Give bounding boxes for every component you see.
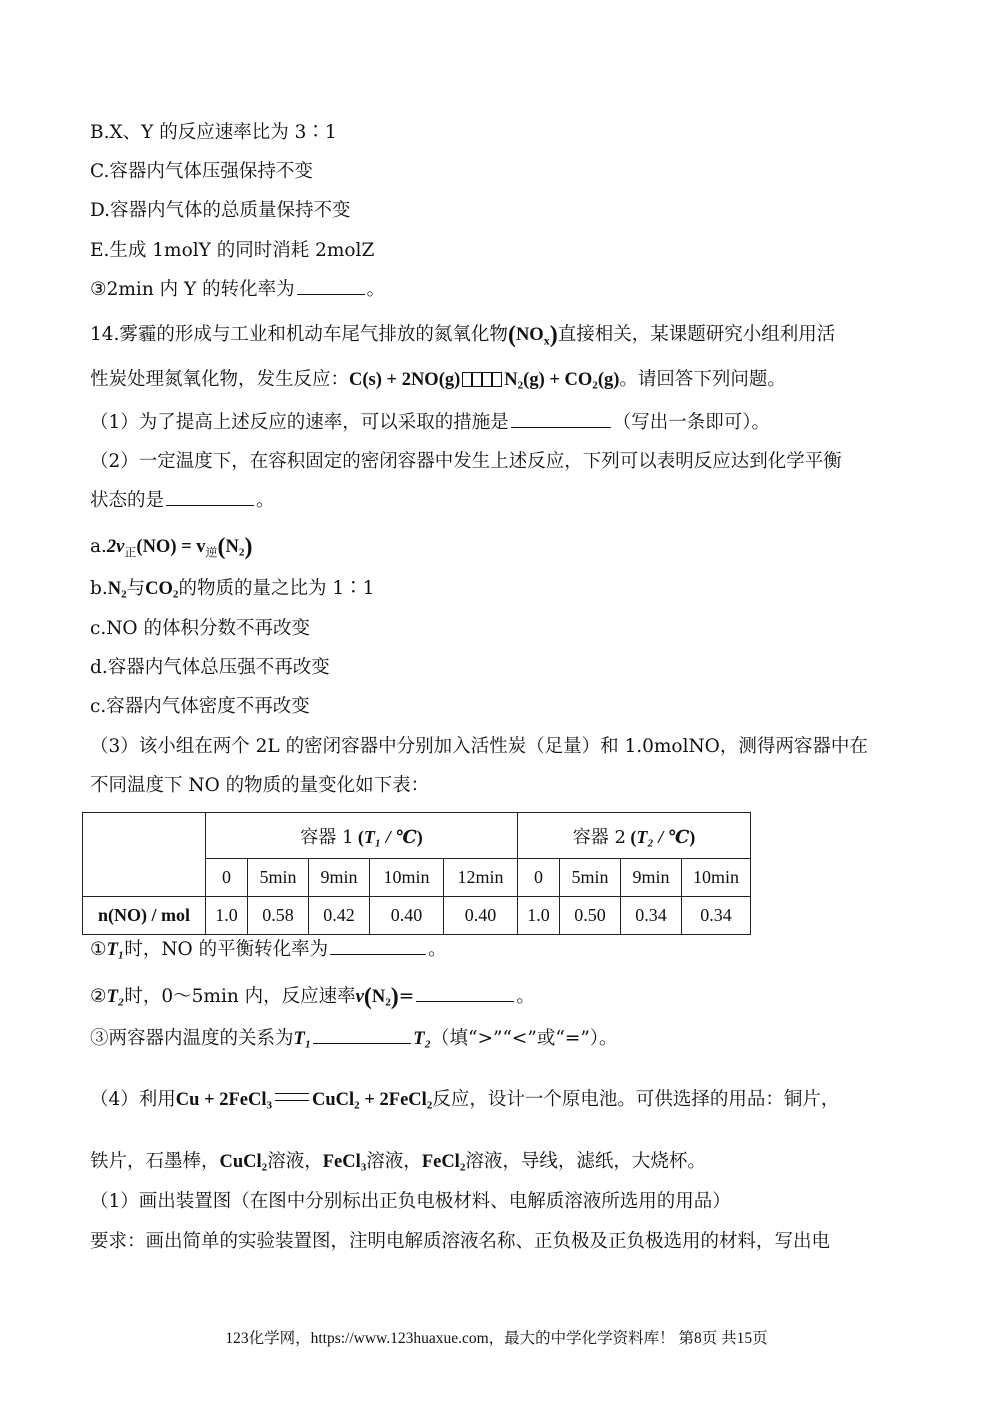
answer-blank xyxy=(416,1000,514,1002)
line-c: C.容器内气体压强保持不变 xyxy=(90,161,313,182)
reaction-right: N₂(g) + CO₂(g) xyxy=(504,370,620,390)
sub-question-1 xyxy=(90,941,447,960)
s3-suffix: （填“>”“<”或“=”）。 xyxy=(431,1028,618,1049)
line-b: B.X、Y 的反应速率比为 3∶1 xyxy=(90,122,337,143)
t2-symbol: T₂ xyxy=(106,987,125,1007)
time-cell: 12min xyxy=(444,859,518,897)
question-3-conversion xyxy=(90,281,385,300)
reaction-right: CuCl₂ + 2FeCl₂ xyxy=(312,1090,433,1110)
value-cell: 0.34 xyxy=(682,897,751,935)
container-2-header: 容器 2 (T₂ / ℃) xyxy=(518,813,751,859)
option-a xyxy=(90,535,252,559)
option-b-label: b. xyxy=(90,578,108,599)
materials-text: 铁片，石墨棒， xyxy=(90,1151,220,1172)
answer-blank xyxy=(313,1042,411,1044)
t2-symbol: T₂ xyxy=(413,1029,432,1049)
part-3: （3）该小组在两个 2L 的密闭容器中分别加入活性炭（足量）和 1.0molNO，测得两容器中在 xyxy=(90,736,868,757)
time-cell: 10min xyxy=(682,859,751,897)
sub-question-3 xyxy=(90,1030,618,1049)
fecl3-formula: FeCl₃ xyxy=(322,1152,367,1172)
time-cell: 0 xyxy=(518,859,560,897)
n2-formula: N₂ xyxy=(371,987,391,1007)
value-cell: 0.40 xyxy=(444,897,518,935)
value-cell: 0.58 xyxy=(248,897,309,935)
value-cell: 0.40 xyxy=(370,897,444,935)
value-cell: 0.34 xyxy=(621,897,682,935)
time-cell: 9min xyxy=(309,859,370,897)
part-4-text: （4）利用 xyxy=(90,1089,176,1110)
s2-marker: ② xyxy=(90,986,107,1007)
value-cell: 0.50 xyxy=(560,897,621,935)
time-cell: 5min xyxy=(560,859,621,897)
line-d: D.容器内气体的总质量保持不变 xyxy=(90,200,351,221)
table-corner xyxy=(83,813,206,897)
time-cell: 9min xyxy=(621,859,682,897)
part-1-suffix: （写出一条即可）。 xyxy=(612,412,771,433)
part-1 xyxy=(90,414,770,433)
question-14-reaction xyxy=(90,370,786,390)
part-4b xyxy=(90,1153,706,1172)
rate-symbol: v xyxy=(355,987,364,1007)
no-amount-table xyxy=(82,812,751,935)
page-footer: 123化学网，https://www.123huaxue.com，最大的中学化学资料库！ 第8页 共15页 xyxy=(225,1330,768,1347)
reversible-arrow-icon xyxy=(460,370,504,388)
t1-symbol: T₁ xyxy=(106,940,125,960)
part-4 xyxy=(90,1091,839,1110)
answer-blank xyxy=(330,953,426,955)
part-5: （1）画出装置图（在图中分别标出正负电极材料、电解质溶液所选用的用品） xyxy=(90,1191,731,1212)
reaction-left: C(s) + 2NO(g) xyxy=(349,370,461,390)
fecl2-formula: FeCl₂ xyxy=(421,1152,466,1172)
equals-arrow-icon xyxy=(275,1093,309,1101)
reaction-left: Cu + 2FeCl₃ xyxy=(175,1090,273,1110)
option-a-formula: $2v_正(NO) = v_逆(N_2)$ xyxy=(106,534,253,560)
part-3b: 不同温度下 NO 的物质的量变化如下表： xyxy=(90,775,430,796)
time-cell: 5min xyxy=(248,859,309,897)
part-2b xyxy=(90,492,275,511)
materials-text: 溶液，导线，滤纸，大烧杯。 xyxy=(465,1151,706,1172)
question-14-intro xyxy=(90,323,835,347)
option-c: c.NO 的体积分数不再改变 xyxy=(90,618,310,639)
s3-text: ③两容器内温度的关系为 xyxy=(90,1028,294,1049)
cucl2-formula: CuCl₂ xyxy=(219,1152,268,1172)
line-e: E.生成 1molY 的同时消耗 2molZ xyxy=(90,240,375,261)
equals-sign: = xyxy=(398,986,415,1007)
value-cell: 1.0 xyxy=(206,897,248,935)
option-a-label: a. xyxy=(90,536,107,557)
answer-blank xyxy=(511,426,611,428)
question-3-text: ③2min 内 Y 的转化率为 xyxy=(90,279,295,300)
co2-formula: CO₂ xyxy=(145,579,179,599)
part-2b-text: 状态的是 xyxy=(90,490,165,511)
option-b xyxy=(90,580,374,599)
row-label: n(NO) / mol xyxy=(83,897,206,935)
q14-nox-formula: $(NO_x)$ xyxy=(507,322,558,348)
part-1-text: （1）为了提高上述反应的速率，可以采取的措施是 xyxy=(90,412,509,433)
s1-marker: ① xyxy=(90,939,107,960)
sub-question-2: ②T₂时，0～5min 内，反应速率v(N₂)= 。 xyxy=(90,984,535,1010)
materials-text: 溶液， xyxy=(366,1151,422,1172)
container-1-header: 容器 1 (T₁ / ℃) xyxy=(206,813,518,859)
time-cell: 0 xyxy=(206,859,248,897)
materials-text: 溶液， xyxy=(267,1151,323,1172)
q14b-text: 性炭处理氮氧化物，发生反应： xyxy=(90,369,350,390)
s2-text: 时，0～5min 内，反应速率 xyxy=(124,986,356,1007)
s1-text: 时，NO 的平衡转化率为 xyxy=(124,939,329,960)
q14-text: 14.雾霾的形成与工业和机动车尾气排放的氮氧化物 xyxy=(90,324,508,345)
part-2b-suffix: 。 xyxy=(256,490,275,511)
s2-suffix: 。 xyxy=(516,986,535,1007)
question-3-suffix: 。 xyxy=(366,279,386,300)
time-cell: 10min xyxy=(370,859,444,897)
part-6: 要求：画出简单的实验装置图，注明电解质溶液名称、正负极及正负极选用的材料，写出电 xyxy=(90,1231,831,1252)
part-2: （2）一定温度下，在容积固定的密闭容器中发生上述反应，下列可以表明反应达到化学平衡 xyxy=(90,451,842,472)
answer-blank xyxy=(166,504,254,506)
option-e: c.容器内气体密度不再改变 xyxy=(90,696,310,717)
q14b-suffix: 。请回答下列问题。 xyxy=(619,369,786,390)
option-b-mid: 与 xyxy=(126,578,146,599)
n2-formula: N₂ xyxy=(107,579,127,599)
answer-blank xyxy=(297,293,365,295)
part-4-suffix: 反应，设计一个原电池。可供选择的用品：铜片， xyxy=(432,1089,840,1110)
q14-text-2: 直接相关，某课题研究小组利用活 xyxy=(557,324,836,345)
value-cell: 1.0 xyxy=(518,897,560,935)
option-b-suffix: 的物质的量之比为 1∶1 xyxy=(178,578,375,599)
t1-symbol: T₁ xyxy=(293,1029,312,1049)
option-d: d.容器内气体总压强不再改变 xyxy=(90,657,330,678)
s1-suffix: 。 xyxy=(428,939,447,960)
value-cell: 0.42 xyxy=(309,897,370,935)
